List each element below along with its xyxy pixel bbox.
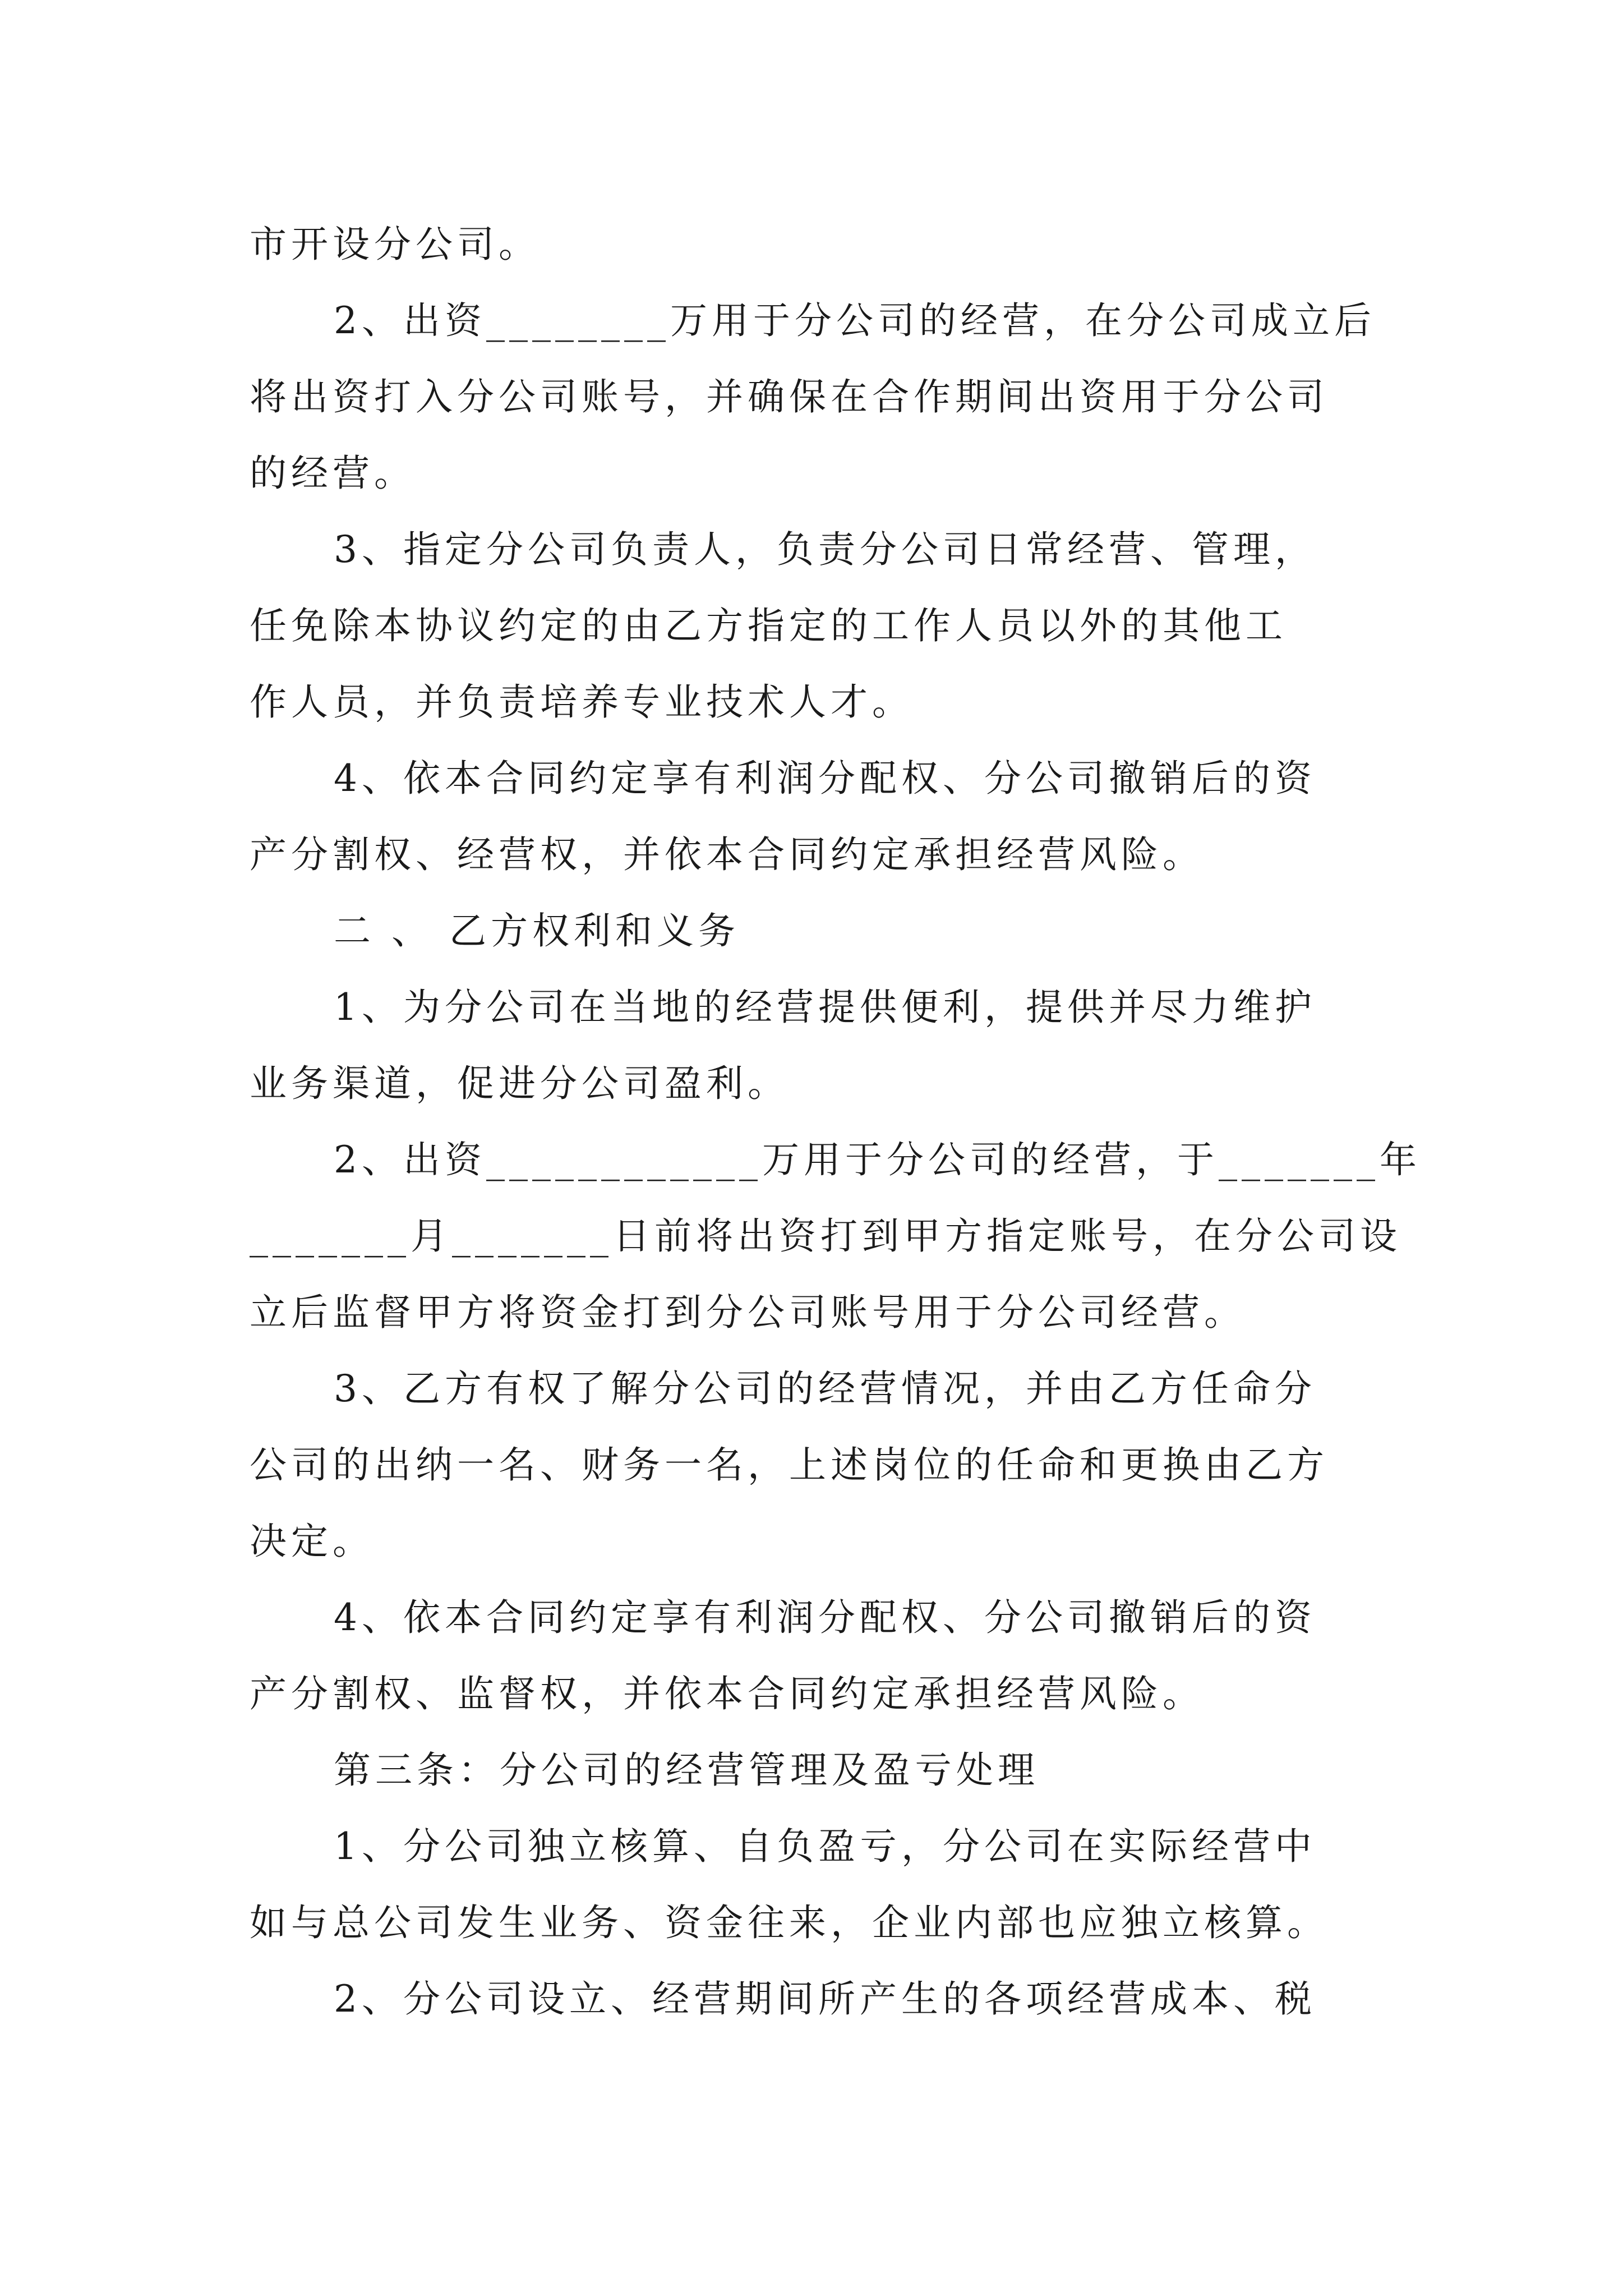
text-line: 公司的出纳一名、财务一名，上述岗位的任命和更换由乙方: [250, 1443, 1329, 1487]
text-line: 如与总公司发生业务、资金往来，企业内部也应独立核算。: [250, 1901, 1329, 1944]
text-line: 立后监督甲方将资金打到分公司账号用于分公司经营。: [250, 1291, 1246, 1334]
text-line: 2、分公司设立、经营期间所产生的各项经营成本、税: [334, 1977, 1316, 2021]
article-heading: 第三条：分公司的经营管理及盈亏处理: [334, 1749, 1039, 1792]
text-line: 3、乙方有权了解分公司的经营情况，并由乙方任命分: [334, 1367, 1316, 1410]
text-line: 市开设分公司。: [250, 223, 540, 266]
text-line: 1、为分公司在当地的经营提供便利，提供并尽力维护: [334, 986, 1316, 1029]
text-line: 4、依本合同约定享有利润分配权、分公司撤销后的资: [334, 757, 1316, 800]
section-heading: 二 、 乙方权利和义务: [334, 909, 740, 953]
text-line: 产分割权、经营权，并依本合同约定承担经营风险。: [250, 833, 1204, 876]
text-line: 2、出资____________万用于分公司的经营，于_______年: [334, 1138, 1421, 1181]
text-line: 将出资打入分公司账号，并确保在合作期间出资用于分公司: [250, 375, 1329, 418]
text-line: 4、依本合同约定享有利润分配权、分公司撤销后的资: [334, 1596, 1316, 1639]
text-line: 1、分公司独立核算、自负盈亏，分公司在实际经营中: [334, 1825, 1316, 1868]
text-line: 作人员，并负责培养专业技术人才。: [250, 680, 914, 724]
text-line: 业务渠道，促进分公司盈利。: [250, 1062, 789, 1105]
text-line: 的经营。: [250, 452, 416, 495]
document-body: [250, 206, 1421, 2037]
text-line: _______月_______日前将出资打到甲方指定账号，在分公司设: [250, 1214, 1401, 1258]
text-line: 2、出资________万用于分公司的经营，在分公司成立后: [334, 299, 1376, 342]
text-line: 决定。: [250, 1520, 374, 1563]
text-line: 产分割权、监督权，并依本合同约定承担经营风险。: [250, 1672, 1204, 1715]
text-line: 任免除本协议约定的由乙方指定的工作人员以外的其他工: [250, 604, 1287, 647]
text-line: 3、指定分公司负责人，负责分公司日常经营、管理，: [334, 528, 1316, 571]
